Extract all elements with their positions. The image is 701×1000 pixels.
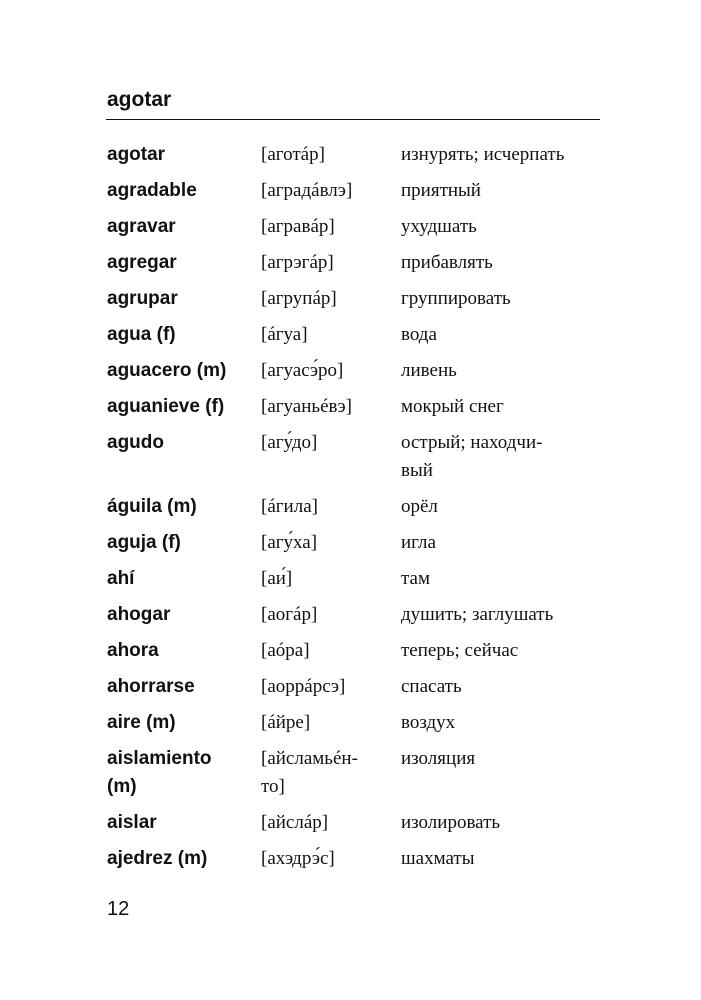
- entry-pronunciation: [áйре]: [261, 712, 311, 733]
- dictionary-entry: [107, 249, 607, 277]
- entry-pronunciation: [аготáр]: [261, 144, 325, 165]
- entry-translation: изолировать: [401, 812, 501, 833]
- entry-headword: aislar: [107, 812, 157, 833]
- dictionary-entry: [107, 637, 607, 665]
- entry-headword: agua (f): [107, 324, 176, 345]
- entry-translation: орёл: [401, 496, 438, 517]
- entry-headword: ahora: [107, 640, 159, 661]
- entry-translation: игла: [401, 532, 436, 553]
- entry-translation: приятный: [401, 180, 481, 201]
- entry-translation: ухудшать: [401, 216, 477, 237]
- entry-translation: шахматы: [401, 848, 475, 869]
- entry-translation: прибавлять: [401, 252, 493, 273]
- entry-pronunciation: [агуаньéвэ]: [261, 396, 352, 417]
- entry-headword: ahorrarse: [107, 676, 195, 697]
- dictionary-entry: [107, 393, 607, 421]
- entry-pronunciation: [айсламьéн- то]: [261, 748, 358, 797]
- dictionary-entry: [107, 357, 607, 385]
- entry-headword: ajedrez (m): [107, 848, 208, 869]
- entry-headword: ahí: [107, 568, 135, 589]
- entry-pronunciation: [агу́ха]: [261, 532, 318, 553]
- entry-translation: теперь; сейчас: [401, 640, 519, 661]
- dictionary-entry: [107, 673, 607, 701]
- entry-headword: aislamiento (m): [107, 748, 212, 797]
- entry-headword: aguanieve (f): [107, 396, 225, 417]
- entry-headword: agravar: [107, 216, 176, 237]
- entry-translation: душить; заглушать: [401, 604, 554, 625]
- entry-translation: изоляция: [401, 748, 476, 769]
- entry-headword: agradable: [107, 180, 197, 201]
- running-header-word: agotar: [107, 88, 172, 111]
- entry-pronunciation: [áгуа]: [261, 324, 308, 345]
- entry-translation: острый; находчи- вый: [401, 432, 543, 481]
- entry-translation: изнурять; исчерпать: [401, 144, 565, 165]
- entry-pronunciation: [агрупáр]: [261, 288, 337, 309]
- dictionary-entry: [107, 529, 607, 557]
- dictionary-entry: [107, 565, 607, 593]
- entry-pronunciation: [аградáвлэ]: [261, 180, 353, 201]
- entry-translation: мокрый снег: [401, 396, 504, 417]
- entry-pronunciation: [аоррáрсэ]: [261, 676, 346, 697]
- dictionary-entry: [107, 177, 607, 205]
- entry-headword: aire (m): [107, 712, 176, 733]
- dictionary-entry: [107, 321, 607, 349]
- dictionary-entry: [107, 745, 607, 801]
- dictionary-entry-list: [107, 141, 607, 881]
- page-number: 12: [107, 898, 130, 920]
- header-divider: [106, 119, 600, 120]
- entry-translation: там: [401, 568, 430, 589]
- dictionary-entry: [107, 213, 607, 241]
- entry-headword: agregar: [107, 252, 177, 273]
- entry-pronunciation: [áгила]: [261, 496, 318, 517]
- dictionary-entry: [107, 141, 607, 169]
- entry-headword: agotar: [107, 144, 166, 165]
- dictionary-entry: [107, 601, 607, 629]
- entry-pronunciation: [аóра]: [261, 640, 310, 661]
- entry-pronunciation: [ахэдрэ́с]: [261, 848, 335, 869]
- entry-translation: группировать: [401, 288, 511, 309]
- entry-pronunciation: [аи́]: [261, 568, 293, 589]
- entry-headword: aguja (f): [107, 532, 181, 553]
- dictionary-entry: [107, 493, 607, 521]
- entry-pronunciation: [айслáр]: [261, 812, 329, 833]
- entry-translation: вода: [401, 324, 437, 345]
- dictionary-entry: [107, 845, 607, 873]
- entry-headword: ahogar: [107, 604, 171, 625]
- entry-pronunciation: [агуасэ́ро]: [261, 360, 344, 381]
- entry-headword: agrupar: [107, 288, 178, 309]
- dictionary-entry: [107, 709, 607, 737]
- dictionary-entry: [107, 285, 607, 313]
- entry-headword: aguacero (m): [107, 360, 227, 381]
- entry-pronunciation: [агравáр]: [261, 216, 335, 237]
- entry-pronunciation: [аогáр]: [261, 604, 318, 625]
- entry-pronunciation: [агу́до]: [261, 432, 318, 453]
- entry-translation: спасать: [401, 676, 462, 697]
- entry-translation: ливень: [401, 360, 457, 381]
- dictionary-entry: [107, 429, 607, 485]
- entry-translation: воздух: [401, 712, 456, 733]
- dictionary-entry: [107, 809, 607, 837]
- entry-pronunciation: [агрэгáр]: [261, 252, 334, 273]
- entry-headword: águila (m): [107, 496, 197, 517]
- entry-headword: agudo: [107, 432, 164, 453]
